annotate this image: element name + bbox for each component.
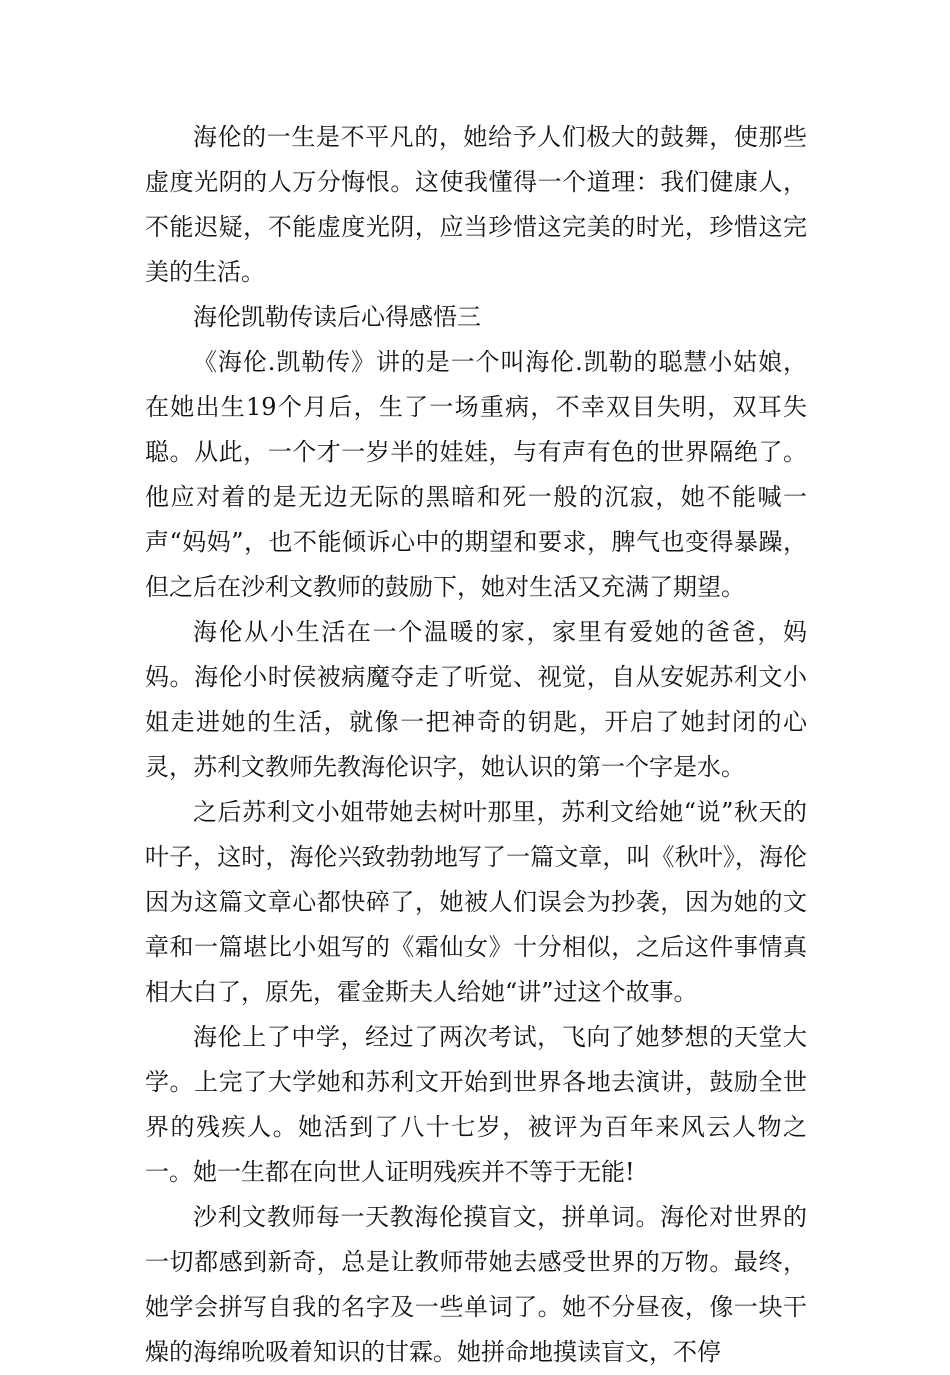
section-heading: 海伦凯勒传读后心得感悟三: [193, 303, 481, 331]
document-body: [145, 115, 807, 1375]
paragraph-2: 《海伦.凯勒传》讲的是一个叫海伦.凯勒的聪慧小姑娘，在她出生19个月后，生了一场重病，不幸双目失明，双耳失聪。从此，一个才一岁半的娃娃，与有声有色的世界隔绝了。他应对着的是无边无际的黑暗和死一般的沉寂，她不能喊一声“妈妈”，也不能倾诉心中的期望和要求，脾气也变得暴躁，但之后在沙利文教师的鼓励下，她对生活又充满了期望。: [145, 348, 807, 601]
paragraph-6: 沙利文教师每一天教海伦摸盲文，拼单词。海伦对世界的一切都感到新奇，总是让教师带她去感受世界的万物。最终，她学会拼写自我的名字及一些单词了。她不分昼夜，像一块干燥的海绵吮吸着知识的甘霖。她拼命地摸读盲文，不停: [145, 1203, 807, 1366]
paragraph-3: 海伦从小生活在一个温暖的家，家里有爱她的爸爸，妈妈。海伦小时侯被病魔夺走了听觉、视觉，自从安妮苏利文小姐走进她的生活，就像一把神奇的钥匙，开启了她封闭的心灵，苏利文教师先教海伦识字，她认识的第一个字是水。: [145, 618, 807, 781]
paragraph-1: 海伦的一生是不平凡的，她给予人们极大的鼓舞，使那些虚度光阴的人万分悔恨。这使我懂得一个道理：我们健康人，不能迟疑，不能虚度光阴，应当珍惜这完美的时光，珍惜这完美的生活。: [145, 123, 807, 286]
paragraph-4: 之后苏利文小姐带她去树叶那里，苏利文给她“说”秋天的叶子，这时，海伦兴致勃勃地写了一篇文章，叫《秋叶》，海伦因为这篇文章心都快碎了，她被人们误会为抄袭，因为她的文章和一篇堪比小姐写的《霜仙女》十分相似，之后这件事情真相大白了，原先，霍金斯夫人给她“讲”过这个故事。: [145, 798, 807, 1006]
paragraph-5: 海伦上了中学，经过了两次考试，飞向了她梦想的天堂大学。上完了大学她和苏利文开始到世界各地去演讲，鼓励全世界的残疾人。她活到了八十七岁，被评为百年来风云人物之一。她一生都在向世人证明残疾并不等于无能!: [145, 1023, 807, 1186]
